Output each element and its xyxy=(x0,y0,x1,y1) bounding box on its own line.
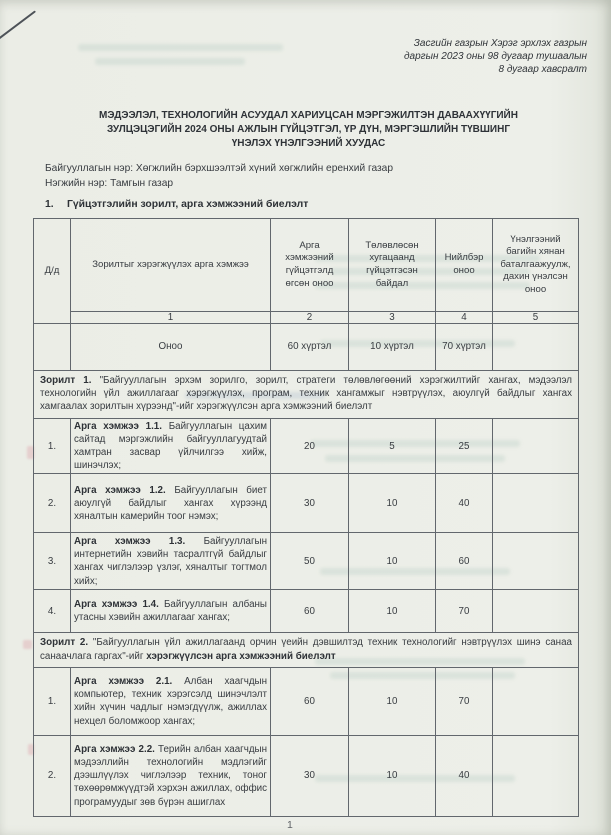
score-given: 30 xyxy=(271,474,349,533)
score-total: 70 xyxy=(436,667,493,735)
evaluation-table xyxy=(33,218,579,817)
header-measure: Зорилтыг хэрэгжүүлэх арга хэмжээ xyxy=(71,219,271,312)
score-total: 70 xyxy=(436,590,493,633)
header-given-score: Арга хэмжээний гүйцэтгэлд өгсөн оноо xyxy=(271,219,349,312)
score-verified xyxy=(493,533,579,590)
activity-text: Байгууллагын биет аюулгүй байдлыг хангах хүрээнд хяналтын камерийн тоог нэмэх; xyxy=(74,484,267,523)
activity-row-1-1 xyxy=(34,418,579,474)
goal-1-row xyxy=(34,371,579,419)
activity-description xyxy=(71,474,271,533)
document-title xyxy=(36,109,581,151)
header-dd: Д/д xyxy=(34,219,71,324)
approval-reference-line: даргын 2023 оны 98 дугаар тушаалын xyxy=(404,51,587,62)
column-number: 4 xyxy=(436,312,493,324)
goal-1-text: "Байгууллагын эрхэм зорилго, зорилт, стратеги төлөвлөгөөний хэрэгжилтийг хангах, мэдээлэл технологийн үйл ажиллагааг хэрэгжүүлэх, програм, техник хангамжыг нэвтрүүлэх, аюулгүй байдлыг хангах хамгаалах зорилтын хүрээнд"-ийг хэрэгжүүлсэн арга хэмжээний биелэлт xyxy=(40,375,572,413)
score-planned: 10 xyxy=(349,533,436,590)
activity-label: Арга хэмжээ 2.2. xyxy=(74,743,155,755)
activity-row-2-1 xyxy=(34,667,579,735)
score-planned: 10 xyxy=(349,735,436,816)
goal-2-text: "Байгууллагын үйл ажиллагаанд орчин үеийн дэвшилтэд техник технологийг нэвтрүүлэх шинэ санаа санаачлага гаргах"-ийг xyxy=(40,637,572,662)
goal-2-label: Зорилт 2. xyxy=(40,637,89,649)
column-number: 2 xyxy=(271,312,349,324)
document-title-line: ЗУЛЦЭЦЭГИЙН 2024 ОНЫ АЖЛЫН ГҮЙЦЭТГЭЛ, ҮР ДҮН, МЭРГЭШЛИЙН ТҮВШИНГ xyxy=(106,124,511,135)
score-total: 40 xyxy=(436,474,493,533)
page-number: 1 xyxy=(287,819,293,831)
activity-text: Байгууллагын албаны утасны хэвийн ажиллагааг хангах; xyxy=(74,599,267,624)
activity-text: Терийн албан хаагчдын мэдээллийн технологийн мэдлэгийг дээшлүүлэх чиглэлээр техник, тоног төхөөрөмжүүдтэй хэрхэн ажиллах, оффис програмуудыг зөв бүрэн ашиглах xyxy=(74,743,268,808)
activity-row-1-4 xyxy=(34,590,579,633)
score-planned: 5 xyxy=(349,418,436,474)
score-limit-dd-cell xyxy=(34,324,71,371)
header-total-score: Нийлбэр оноо xyxy=(436,219,493,312)
score-limit-total: 70 хүртэл xyxy=(436,324,493,371)
organization-block xyxy=(45,162,581,191)
goal-1-text-cell xyxy=(34,371,579,419)
column-number: 1 xyxy=(71,312,271,324)
approval-reference xyxy=(287,37,587,76)
score-limit-given: 60 хүртэл xyxy=(271,324,349,371)
activity-row-2-2 xyxy=(34,735,579,816)
approval-reference-line: 8 дугаар хавсралт xyxy=(498,64,587,75)
goal-2-row xyxy=(34,633,579,667)
activity-label: Арга хэмжээ 1.1. xyxy=(74,420,162,432)
row-number: 2. xyxy=(34,474,71,533)
activity-label: Арга хэмжээ 1.3. xyxy=(74,536,186,548)
unit-name: Нэгжийн нэр: Тамгын газар xyxy=(45,177,174,189)
column-number-row xyxy=(34,312,579,324)
score-planned: 10 xyxy=(349,667,436,735)
activity-description xyxy=(71,533,271,590)
score-verified xyxy=(493,667,579,735)
ink-smudge-artifact xyxy=(23,640,32,649)
score-verified xyxy=(493,735,579,816)
activity-text: Байгууллагын интернетийн хэвийн тасралтгүй байдлыг хангах чиглэлээр үзлэг, хяналтыг тогтмол хийх; xyxy=(74,536,267,587)
goal-1-label: Зорилт 1. xyxy=(40,375,92,386)
table-header-row xyxy=(34,219,579,312)
activity-description xyxy=(71,590,271,633)
activity-label: Арга хэмжээ 2.1. xyxy=(74,675,173,687)
score-limit-planned: 10 хүртэл xyxy=(349,324,436,371)
bleed-through-artifact xyxy=(95,58,245,65)
activity-description xyxy=(71,418,271,474)
section-number: 1. xyxy=(45,199,54,210)
section-heading xyxy=(45,199,308,210)
bleed-through-artifact xyxy=(78,44,283,51)
score-given: 60 xyxy=(271,590,349,633)
score-verified xyxy=(493,474,579,533)
pen-mark-artifact xyxy=(0,10,36,39)
score-given: 30 xyxy=(271,735,349,816)
section-title: Гүйцэтгэлийн зорилт, арга хэмжээний биелэлт xyxy=(67,199,309,210)
document-title-line: МЭДЭЭЛЭЛ, ТЕХНОЛОГИЙН АСУУДАЛ ХАРИУЦСАН МЭРГЭЖИЛТЭН ДАВААХҮҮГИЙН xyxy=(99,110,518,121)
activity-row-1-3 xyxy=(34,533,579,590)
activity-label: Арга хэмжээ 1.2. xyxy=(74,484,166,496)
activity-text: Байгууллагын цахим сайтад мэргэжлийн байгууллагуудтай хамтран засвар үйлчилгээ хийж, шинэчлэх; xyxy=(74,420,267,472)
score-verified xyxy=(493,590,579,633)
column-number: 3 xyxy=(349,312,436,324)
goal-2-text-cell xyxy=(34,633,579,667)
column-number: 5 xyxy=(493,312,579,324)
score-planned: 10 xyxy=(349,590,436,633)
score-limit-verified xyxy=(493,324,579,371)
goal-2-tail: хэрэгжүүлсэн арга хэмжээний биелэлт xyxy=(146,650,336,662)
row-number: 1. xyxy=(34,418,71,474)
score-total: 60 xyxy=(436,533,493,590)
header-planned-completion: Төлөвлөсөн хугацаанд гүйцэтгэсэн байдал xyxy=(349,219,436,312)
score-limit-label: Оноо xyxy=(71,324,271,371)
activity-description xyxy=(71,667,271,735)
row-number: 2. xyxy=(34,735,71,816)
row-number: 4. xyxy=(34,590,71,633)
score-given: 20 xyxy=(271,418,349,474)
score-limit-row xyxy=(34,324,579,371)
score-planned: 10 xyxy=(349,474,436,533)
activity-row-1-2 xyxy=(34,474,579,533)
activity-label: Арга хэмжээ 1.4. xyxy=(74,599,159,611)
approval-reference-line: Засгийн газрын Хэрэг эрхлэх газрын xyxy=(413,38,587,49)
score-given: 50 xyxy=(271,533,349,590)
document-title-line: ҮНЭЛЭХ ҮНЭЛГЭЭНИЙ ХУУДАС xyxy=(231,138,386,149)
header-verified-score: Үнэлгээний багийн хянан баталгаажуулж, дахин үнэлсэн оноо xyxy=(493,219,579,312)
row-number: 1. xyxy=(34,667,71,735)
score-verified xyxy=(493,418,579,474)
activity-description xyxy=(71,735,271,816)
row-number: 3. xyxy=(34,533,71,590)
activity-text: Албан хаагчдын компьютер, техник хэрэгсэлд шинэчлэлт хийн хүчин чадлыг нэмэгдүүлж, ажиллах нехцел боломжоор хангах; xyxy=(74,675,267,727)
score-total: 25 xyxy=(436,418,493,474)
organization-name: Байгууллагын нэр: Хөгжлийн бэрхшээлтэй хүний хөгжлийн еренхий газар xyxy=(45,163,394,174)
score-given: 60 xyxy=(271,667,349,735)
score-total: 40 xyxy=(436,735,493,816)
